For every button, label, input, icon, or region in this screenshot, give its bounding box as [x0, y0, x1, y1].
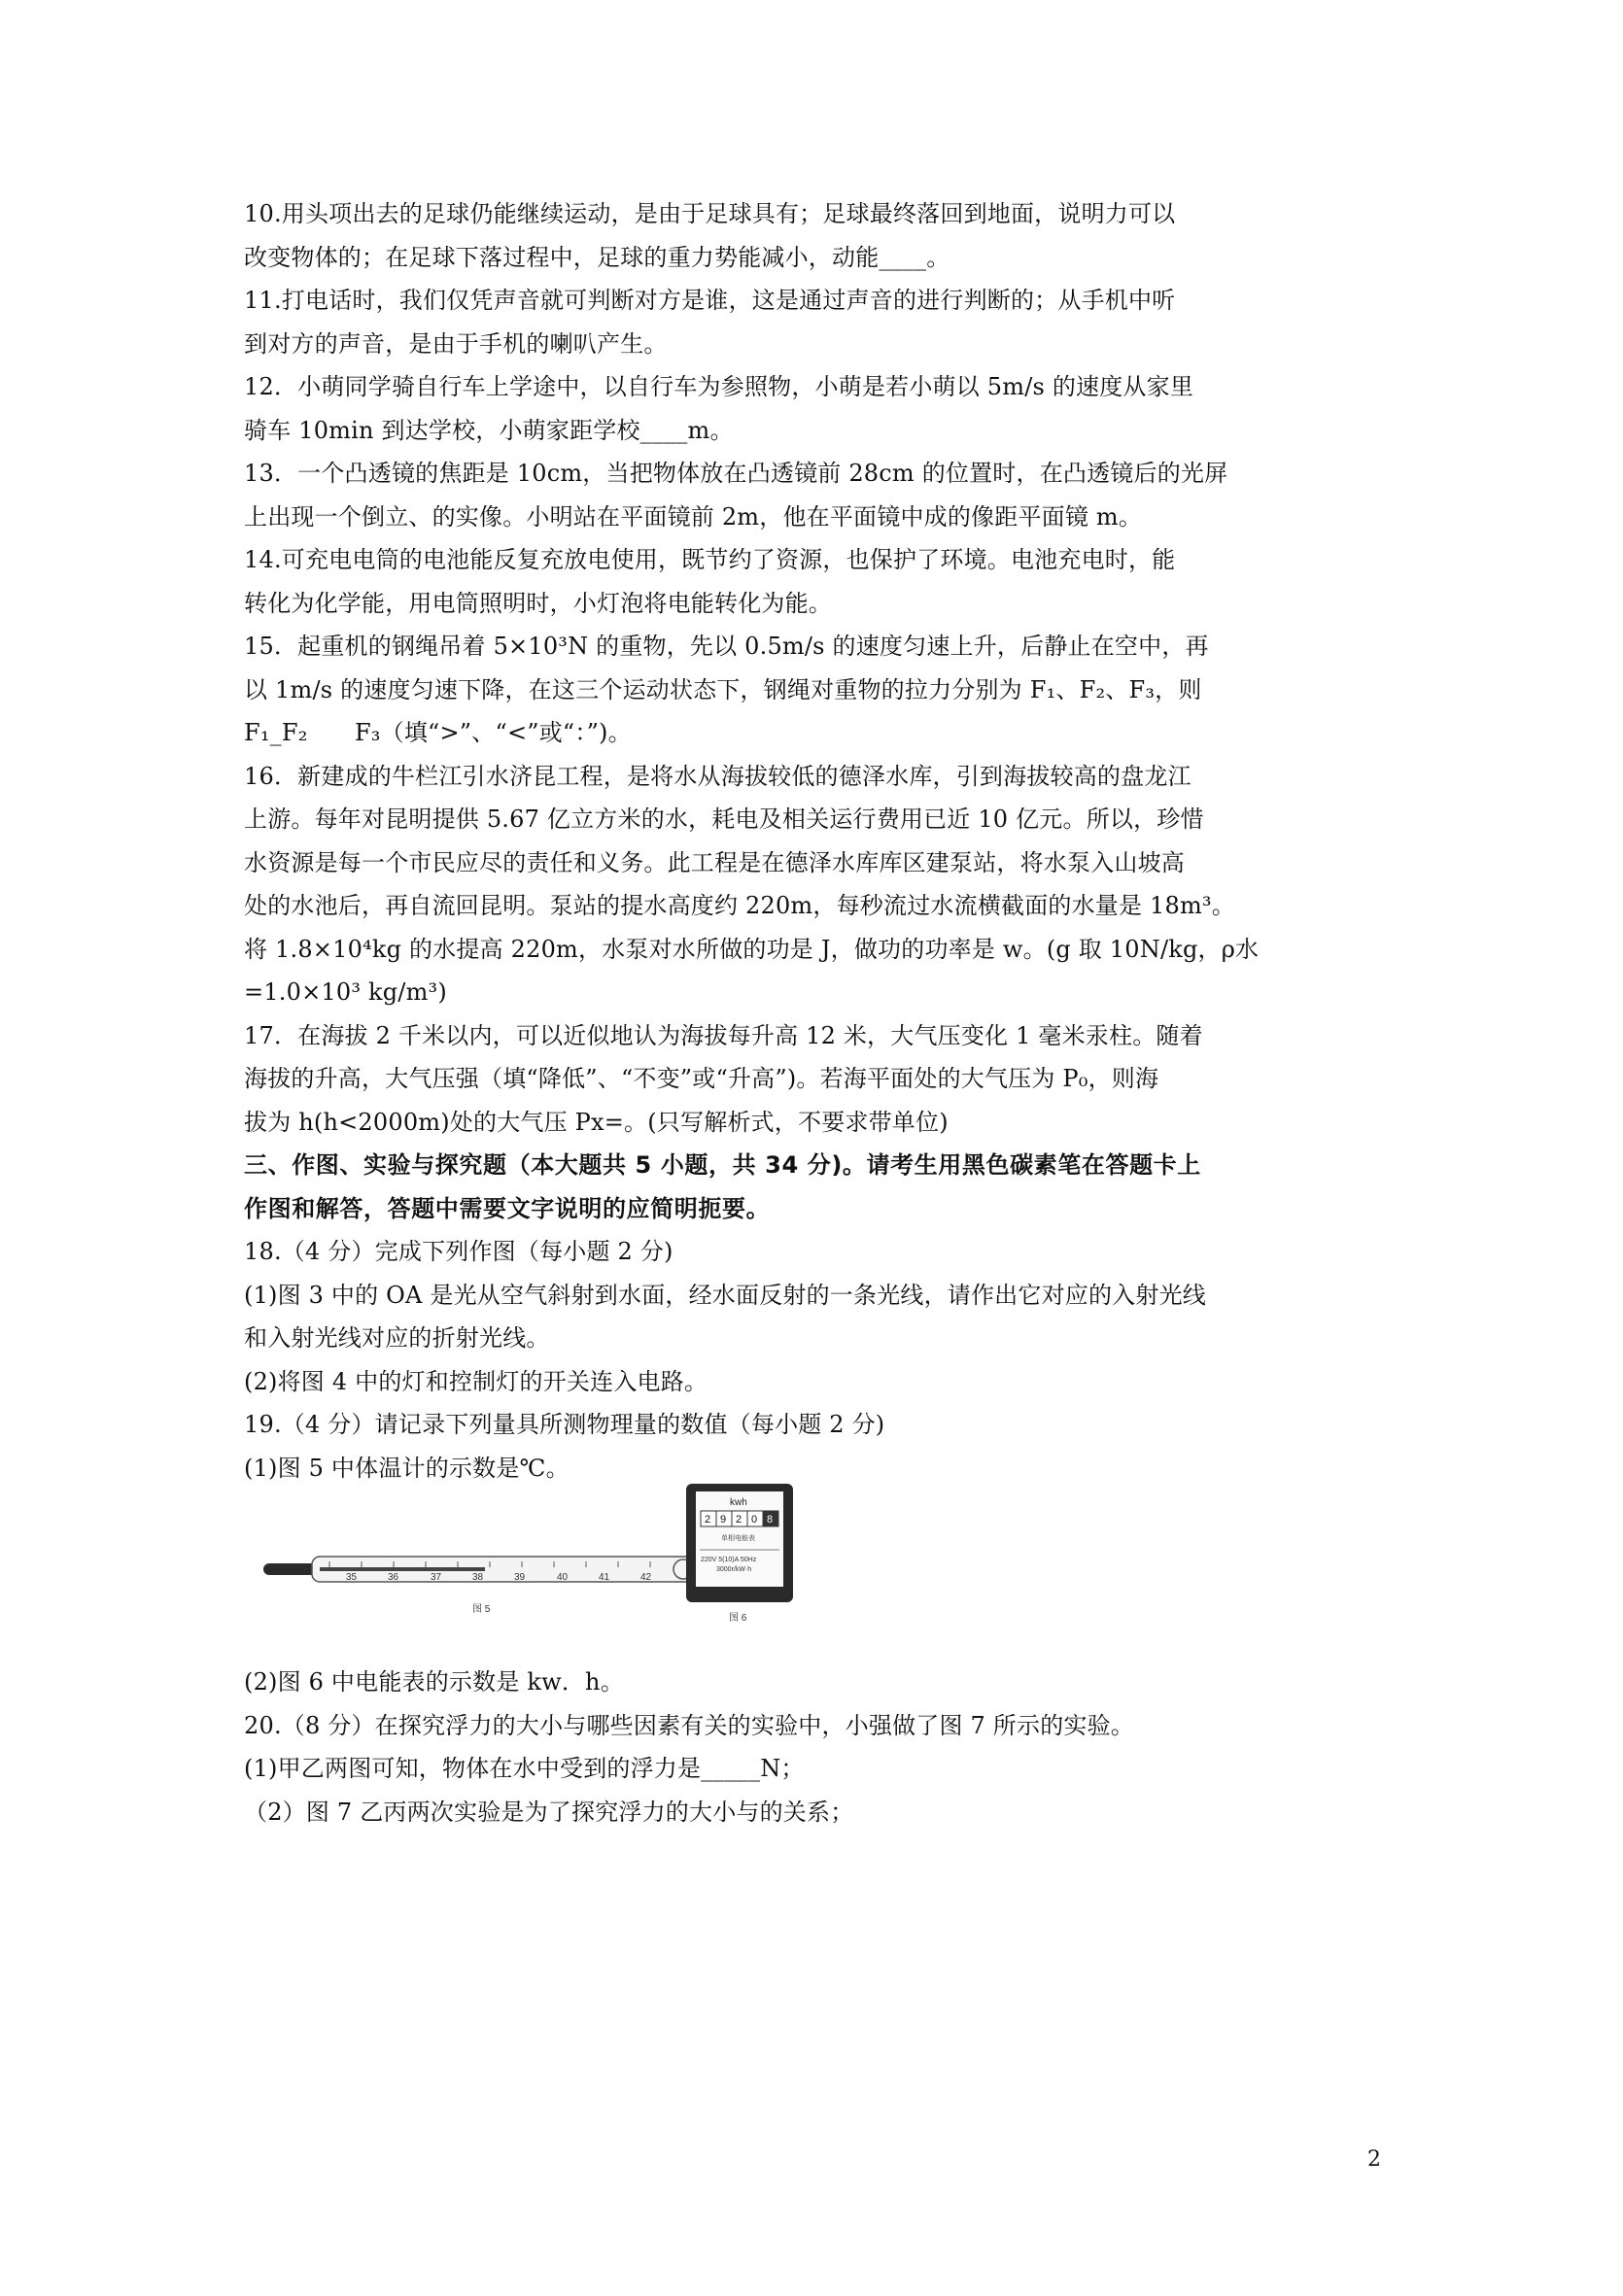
meter-digit: 2 — [736, 1514, 742, 1525]
text-line: 以 1m/s 的速度匀速下降，在这三个运动状态下，钢绳对重物的拉力分别为 F₁、F₂、F₃，则 — [244, 675, 1202, 703]
questions-18-19 — [244, 1230, 1386, 1490]
text-line: =1.0×10³ kg/m³) — [244, 978, 447, 1006]
meter-unit-label: kwh — [730, 1497, 747, 1508]
meter-spec: 3000r/kW·h — [716, 1566, 752, 1573]
figures-row — [244, 1491, 1386, 1657]
text-line: F₁_F₂ F₃（填“>”、“<”或“：”)。 — [244, 719, 632, 746]
figure-caption: 图 5 — [472, 1604, 491, 1615]
section-heading — [244, 1144, 1386, 1230]
text-line: 18.（4 分）完成下列作图（每小题 2 分) — [244, 1238, 673, 1265]
text-line: （2）图 7 乙丙两次实验是为了探究浮力的大小与的关系； — [244, 1798, 854, 1826]
text-line: (2)将图 4 中的灯和控制灯的开关连入电路。 — [244, 1367, 708, 1395]
tick-label: 36 — [388, 1572, 399, 1583]
text-line: 将 1.8×10⁴kg 的水提高 220m，水泵对水所做的功是 J，做功的功率是 w。(g 取 10N/kg，ρ水 — [244, 935, 1260, 963]
text-line: 15．起重机的钢绳吊着 5×10³N 的重物，先以 0.5m/s 的速度匀速上升，后静止在空中，再 — [244, 633, 1209, 660]
thermometer-figure — [263, 1548, 710, 1628]
text-line: 20.（8 分）在探究浮力的大小与哪些因素有关的实验中，小强做了图 7 所示的实验。 — [244, 1711, 1134, 1739]
meter-name-label: 单相电能表 — [721, 1535, 755, 1542]
text-line: 和入射光线对应的折射光线。 — [244, 1324, 550, 1352]
text-line: (2)图 6 中电能表的示数是 kw．h。 — [244, 1668, 624, 1696]
exam-page-content — [244, 192, 1386, 1833]
tick-label: 38 — [472, 1572, 484, 1583]
mercury-column — [320, 1567, 485, 1571]
text-line: 19.（4 分）请记录下列量具所测物理量的数值（每小题 2 分) — [244, 1411, 885, 1438]
tick-label: 35 — [346, 1572, 358, 1583]
questions-19-20 — [244, 1661, 1386, 1833]
text-line: (1)甲乙两图可知，物体在水中受到的浮力是_____N； — [244, 1755, 805, 1782]
text-line: 到对方的声音，是由于手机的喇叭产生。 — [244, 329, 668, 358]
text-line: 12．小萌同学骑自行车上学途中，以自行车为参照物，小萌是若小萌以 5m/s 的速度从家里 — [244, 373, 1194, 400]
text-line: 转化为化学能，用电筒照明时，小灯泡将电能转化为能。 — [244, 589, 832, 617]
text-line: 14.可充电电筒的电池能反复充放电使用，既节约了资源，也保护了环境。电池充电时，能 — [244, 546, 1176, 573]
text-line: 水资源是每一个市民应尽的责任和义务。此工程是在德泽水库库区建泵站，将水泵入山坡高 — [244, 848, 1185, 876]
tick-label: 37 — [431, 1572, 442, 1583]
text-line: 13．一个凸透镜的焦距是 10cm，当把物体放在凸透镜前 28cm 的位置时，在凸透镜后的光屏 — [244, 460, 1228, 487]
section-heading-line: 作图和解答，答题中需要文字说明的应简明扼要。 — [244, 1194, 771, 1222]
tick-label: 41 — [599, 1572, 610, 1583]
tick-label: 39 — [514, 1572, 526, 1583]
meter-spec: 220V 5(10)A 50Hz — [701, 1557, 757, 1563]
text-line: 上出现一个倒立、的实像。小明站在平面镜前 2m，他在平面镜中成的像距平面镜 m。 — [244, 502, 1143, 531]
text-line: (1)图 3 中的 OA 是光从空气斜射到水面，经水面反射的一条光线，请作出它对应的入射光线 — [244, 1281, 1206, 1309]
meter-digit: 0 — [751, 1514, 758, 1525]
text-line: 10.用头项出去的足球仍能继续运动，是由于足球具有；足球最终落回到地面，说明力可以 — [244, 200, 1176, 227]
tick-label: 42 — [640, 1572, 652, 1583]
meter-digit: 9 — [720, 1514, 727, 1525]
text-line: (1)图 5 中体温计的示数是℃。 — [244, 1454, 570, 1482]
text-line: 海拔的升高，大气压强（填“降低”、“不变”或“升高”)。若海平面处的大气压为 P₀，则海 — [244, 1065, 1159, 1092]
text-line: 改变物体的；在足球下落过程中，足球的重力势能减小，动能____。 — [244, 243, 950, 271]
section-heading-line: 三、作图、实验与探究题（本大题共 5 小题，共 34 分)。请考生用黑色碳素笔在答题卡上 — [244, 1151, 1201, 1179]
meter-digit: 8 — [767, 1514, 774, 1525]
text-line: 骑车 10min 到达学校，小萌家距学校____m。 — [244, 416, 734, 444]
text-line: 拔为 h(h<2000m)处的大气压 Px=。(只写解析式，不要求带单位) — [244, 1108, 949, 1136]
text-line: 16．新建成的牛栏江引水济昆工程，是将水从海拔较低的德泽水库，引到海拔较高的盘龙江 — [244, 762, 1191, 790]
meter-digit: 2 — [705, 1514, 711, 1525]
text-line: 17．在海拔 2 千米以内，可以近似地认为海拔每升高 12 米，大气压变化 1 毫米汞柱。随着 — [244, 1021, 1203, 1049]
page-number: 2 — [1367, 2147, 1381, 2172]
questions-10-17 — [244, 192, 1386, 1144]
figure-caption: 图 6 — [729, 1613, 747, 1624]
tick-label: 40 — [557, 1572, 569, 1583]
text-line: 处的水池后，再自流回昆明。泵站的提水高度约 220m，每秒流过水流横截面的水量是 18m³。 — [244, 892, 1235, 919]
energy-meter-figure — [684, 1482, 799, 1628]
text-line: 11.打电话时，我们仅凭声音就可判断对方是谁，这是通过声音的进行判断的；从手机中听 — [244, 287, 1176, 314]
text-line: 上游。每年对昆明提供 5.67 亿立方米的水，耗电及相关运行费用已近 10 亿元。所以，珍惜 — [244, 805, 1204, 833]
